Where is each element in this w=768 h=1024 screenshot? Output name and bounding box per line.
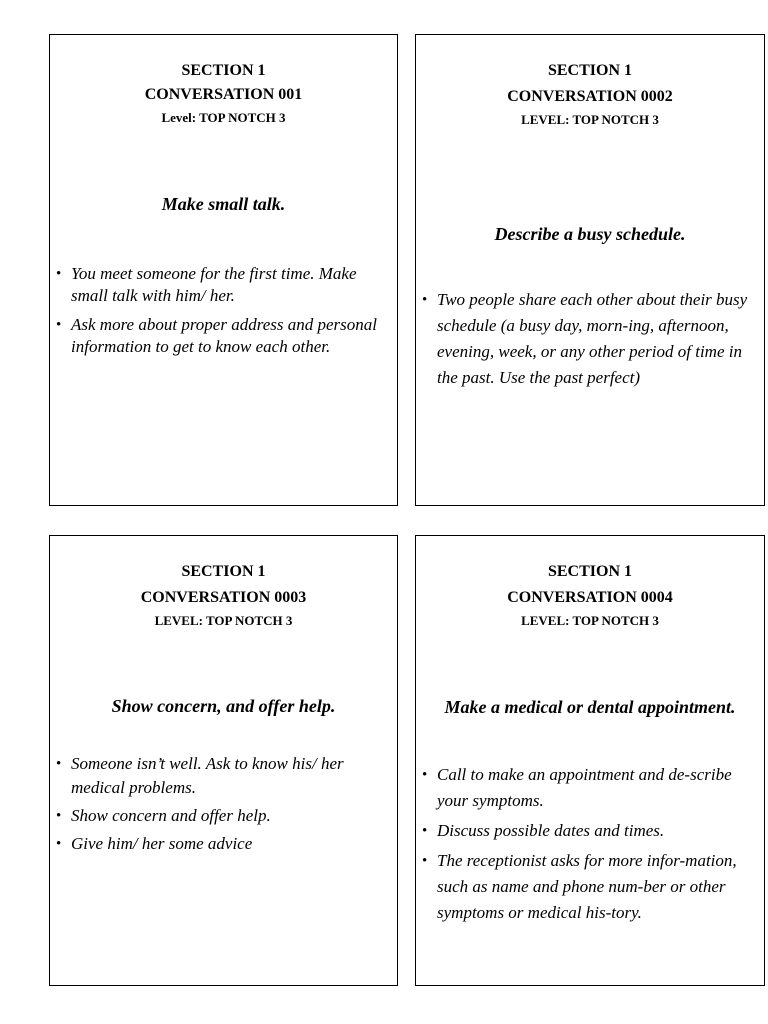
list-item: • Give him/ her some advice: [54, 832, 387, 856]
list-item: • Someone isn’t well. Ask to know his/ her medical problems.: [54, 752, 387, 800]
section-heading: SECTION 1: [181, 563, 266, 580]
list-item: • Discuss possible dates and times.: [420, 818, 754, 844]
conversation-card-0003: [49, 535, 398, 986]
conversation-title: CONVERSATION 0002: [507, 88, 673, 105]
level-label: LEVEL: TOP NOTCH 3: [521, 613, 659, 628]
task-heading: Make a medical or dental appointment.: [444, 697, 736, 717]
conversation-title: CONVERSATION 0003: [140, 589, 307, 606]
conversation-card-0002: [415, 34, 765, 506]
section-heading: SECTION 1: [547, 563, 633, 580]
section-heading: SECTION 1: [547, 62, 633, 79]
section-heading: SECTION 1: [181, 62, 266, 79]
instruction-list: [54, 263, 387, 365]
level-label: LEVEL: TOP NOTCH 3: [521, 112, 659, 127]
list-item: • You meet someone for the first time. Make small talk with him/ her.: [54, 263, 387, 307]
task-heading: Make small talk.: [161, 194, 286, 214]
list-item: • The receptionist asks for more infor-mation, such as name and phone num-ber or other symptoms or medical his-tory.: [420, 848, 754, 926]
list-item: • Ask more about proper address and personal information to get to know each other.: [54, 314, 387, 358]
conversation-title: CONVERSATION 0004: [507, 589, 673, 606]
list-item: • Show concern and offer help.: [54, 804, 387, 828]
instruction-list: [54, 752, 387, 860]
task-heading: Describe a busy schedule.: [494, 224, 686, 244]
conversation-card-0004: [415, 535, 765, 986]
instruction-list: [420, 287, 754, 395]
list-item: • Call to make an appointment and de-scribe your symptoms.: [420, 762, 754, 814]
level-label: Level: TOP NOTCH 3: [161, 110, 286, 125]
level-label: LEVEL: TOP NOTCH 3: [154, 613, 293, 628]
instruction-list: [420, 762, 754, 930]
conversation-title: CONVERSATION 001: [144, 86, 303, 103]
list-item: • Two people share each other about their busy schedule (a busy day, morn-ing, afternoon, evening, week, or any other period of time in the past. Use the past perfect): [420, 287, 754, 391]
task-heading: Show concern, and offer help.: [111, 696, 336, 716]
conversation-card-001: [49, 34, 398, 506]
